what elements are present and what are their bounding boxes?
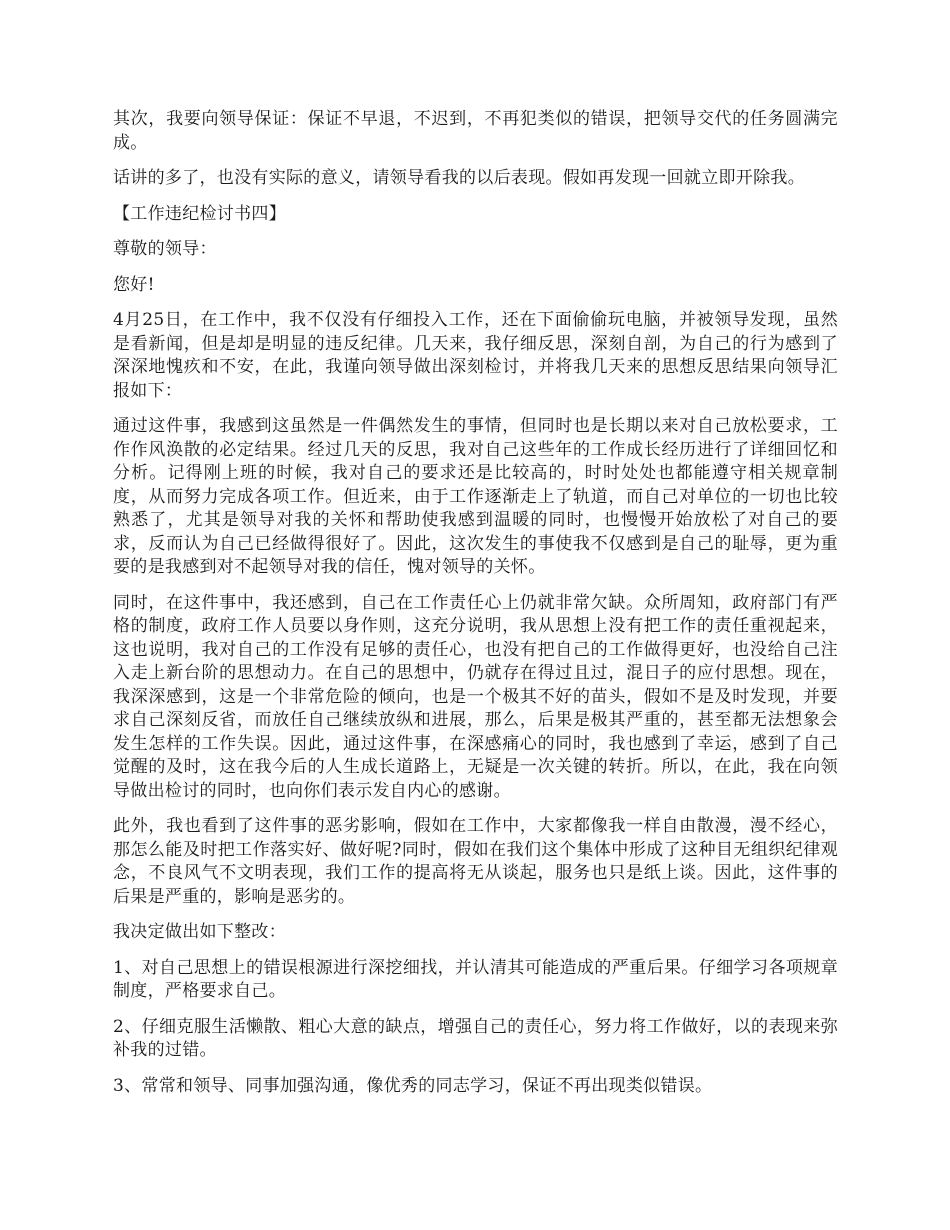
rectification-item-3: 3、常常和领导、同事加强沟通，像优秀的同志学习，保证不再出现类似错误。 [113,1075,713,1096]
greeting: 您好! [113,274,155,295]
document-body [113,108,838,1110]
paragraph-reflection: 通过这件事，我感到这虽然是一件偶然发生的事情，但同时也是长期以来对自己放松要求，工作作风涣散的必定结果。经过几天的反思，我对自己这些年的工作成长经历进行了详细回忆和分析。记得刚上班的时候，我对自己的要求还是比较高的，时时处处也都能遵守相关规章制度，从而努力完成各项工作。但近来，由于工作逐渐走上了轨道，而自己对单位的一切也比较熟悉了，尤其是领导对我的关怀和帮助使我感到温暖的同时，也慢慢开始放松了对自己的要求，反而认为自己已经做得很好了。因此，这次发生的事使我不仅感到是自己的耻辱，更为重要的是我感到对不起领导对我的信任，愧对领导的关怀。 [113,416,838,577]
paragraph-closing-statement: 话讲的多了，也没有实际的意义，请领导看我的以后表现。假如再发现一回就立即开除我。 [113,168,805,188]
rectification-intro: 我决定做出如下整改： [113,922,286,942]
rectification-item-2: 2、仔细克服生活懒散、粗心大意的缺点，增强自己的责任心，努力将工作做好，以的表现来弥补我的过错。 [113,1016,838,1060]
rectification-item-1: 1、对自己思想上的错误根源进行深挖细找，并认清其可能造成的严重后果。仔细学习各项规章制度，严格要求自己。 [113,957,838,1001]
paragraph-impact: 此外，我也看到了这件事的恶劣影响，假如在工作中，大家都像我一样自由散漫，漫不经心，那怎么能及时把工作落实好、做好呢?同时，假如在我们这个集体中形成了这种目无组织纪律观念，不良风气不文明表现，我们工作的提高将无从谈起，服务也只是纸上谈。因此，这件事的后果是严重的，影响是恶劣的。 [113,816,838,907]
paragraph-incident: 4月25日，在工作中，我不仅没有仔细投入工作，还在下面偷偷玩电脑，并被领导发现，虽然是看新闻，但是却是明显的违反纪律。几天来，我仔细反思，深刻自剖，为自己的行为感到了深深地愧疚和不安，在此，我谨向领导做出深刻检讨，并将我几天来的思想反思结果向领导汇报如下： [113,310,838,401]
section-title: 【工作违纪检讨书四】 [113,203,286,224]
salutation: 尊敬的领导： [113,239,217,259]
paragraph-promise: 其次，我要向领导保证：保证不早退，不迟到，不再犯类似的错误，把领导交代的任务圆满完成。 [113,109,838,153]
paragraph-responsibility: 同时，在这件事中，我还感到，自己在工作责任心上仍就非常欠缺。众所周知，政府部门有严格的制度，政府工作人员要以身作则，这充分说明，我从思想上没有把工作的责任重视起来，这也说明，我对自己的工作没有足够的责任心，也没有把自己的工作做得更好，也没给自己注入走上新台阶的思想动力。在自己的思想中，仍就存在得过且过，混日子的应付思想。现在，我深深感到，这是一个非常危险的倾向，也是一个极其不好的苗头，假如不是及时发现，并要求自己深刻反省，而放任自己继续放纵和进展，那么，后果是极其严重的，甚至都无法想象会发生怎样的工作失误。因此，通过这件事，在深感痛心的同时，我也感到了幸运，感到了自己觉醒的及时，这在我今后的人生成长道路上，无疑是一次关键的转折。所以，在此，我在向领导做出检讨的同时，也向你们表示发自内心的感谢。 [113,592,838,801]
